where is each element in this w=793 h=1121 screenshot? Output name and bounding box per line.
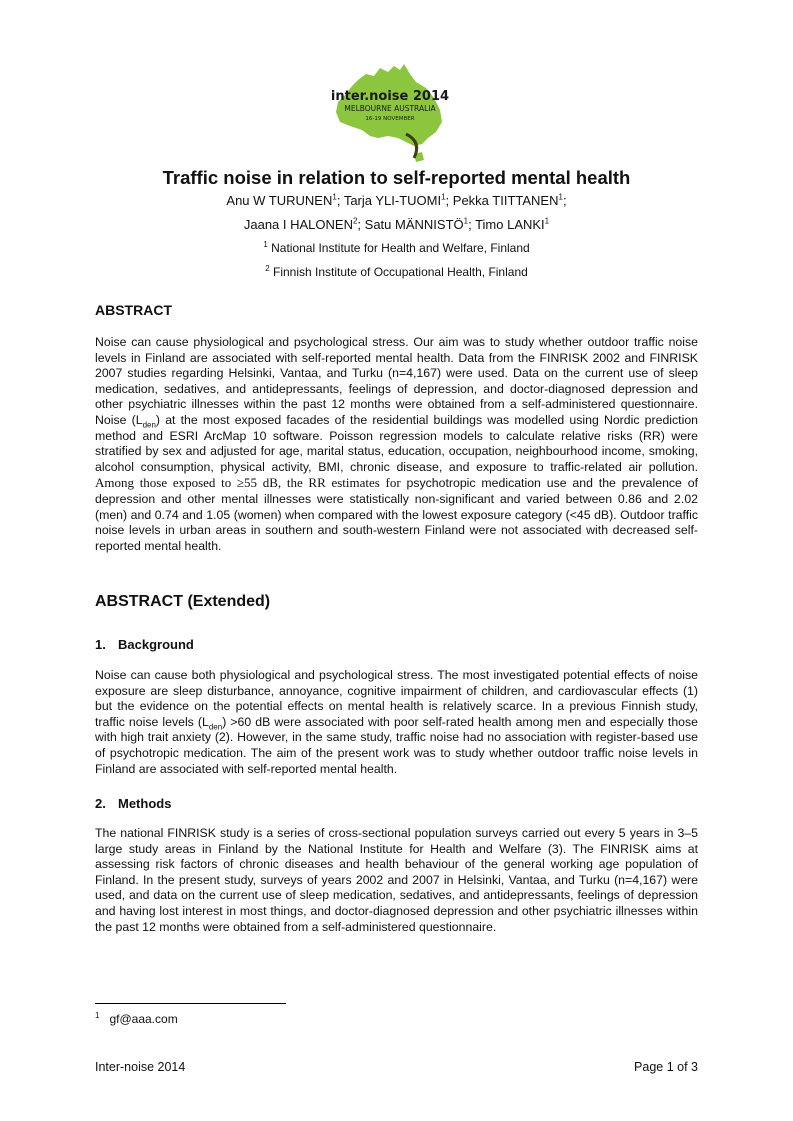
extended-abstract-heading: ABSTRACT (Extended)	[95, 593, 271, 610]
author-name: Satu MÄNNISTÖ	[364, 217, 464, 232]
background-heading: 1. Background	[95, 637, 194, 652]
author-name: Timo LANKI	[475, 217, 545, 232]
author-name: Pekka TIITTANEN	[452, 193, 559, 208]
footnote: $^1$ gf@aaa.com	[95, 1011, 178, 1026]
australia-map-logo	[330, 64, 452, 164]
background-paragraph: Noise can cause both physiological and psychological stress. The most investigated potential effects of noise exposure are sleep disturbance, annoyance, cognitive impairment of children, and cardiovascular effects (1) but the evidence on the potential effects on mental health is relatively scarce. In a previous Finnish study, traffic noise levels $(L_{den}) >60$ dB were associated with poor self-rated health among men and especially those with high trait anxiety (2). However, in the same study, traffic noise had no association with register-based use of psychotropic medication. The aim of the present work was to study whether outdoor traffic noise levels in Finland are associated with self-reported mental health.	[95, 668, 698, 776]
affiliation-1: $^1$ National Institute for Health and Welfare, Finland	[263, 240, 530, 255]
author-affiliation-marker: 1	[558, 192, 563, 202]
logo-line2: MELBOURNE AUSTRALIA	[344, 104, 436, 113]
footer-page-number: Page 1 of 3	[634, 1060, 698, 1074]
paper-title: Traffic noise in relation to self-reported mental health	[162, 167, 631, 188]
author-affiliation-marker: 1	[463, 216, 469, 226]
footnote-divider	[95, 1003, 286, 1004]
authors-line-1: Anu W TURUNEN$^1$; Tarja YLI-TUOMI$^1$; Pekka TIITTANEN$^1$;	[226, 192, 567, 208]
authors-line-2: Jaana I HALONEN$^2$; Satu MÄNNISTÖ$^1$; Timo LANKI$^1$	[243, 216, 550, 232]
author-affiliation-marker: 1	[441, 192, 446, 202]
logo-line3: 16-19 NOVEMBER	[365, 116, 415, 122]
contact-email: gf@aaa.com	[109, 1012, 178, 1026]
author-affiliation-marker: 2	[352, 216, 358, 226]
methods-heading: 2. Methods	[95, 796, 172, 811]
footer-conference: Inter-noise 2014	[95, 1060, 186, 1074]
author-name: Tarja YLI-TUOMI	[343, 193, 442, 208]
author-affiliation-marker: 1	[544, 216, 550, 226]
author-name: Jaana I HALONEN	[243, 217, 353, 232]
affiliation-2: $^2$ Finnish Institute of Occupational Health, Finland	[265, 264, 528, 279]
conference-logo	[330, 64, 452, 164]
methods-paragraph: The national FINRISK study is a series of cross-sectional population surveys carried out every 5 years in 3–5 large study areas in Finland by the National Institute for Health and Welfare (3). The FINRISK aims at assessing risk factors of chronic diseases and health behaviour of the general working age population of Finland. In the present study, surveys of years 2002 and 2007 in Helsinki, Vantaa, and Turku (n=4,167) were used, and data on the current use of sleep medication, sedatives, and antidepressants, feelings of depression and having lost interest in most things, and doctor-diagnosed depression and other psychiatric illnesses within the past 12 months were obtained from a self-administered questionnaire.	[95, 826, 698, 934]
author-affiliation-marker: 1	[332, 192, 337, 202]
logo-line1: inter.noise 2014	[330, 89, 450, 104]
author-name: Anu W TURUNEN	[226, 193, 333, 208]
abstract-heading: ABSTRACT	[95, 302, 172, 318]
abstract-paragraph: Noise can cause physiological and psychological stress. Our aim was to study whether outdoor traffic noise levels in Finland are associated with self-reported mental health. Data from the FINRISK 2002 and FINRISK 2007 studies regarding Helsinki, Vantaa, and Turku (n=4,167) were used. Data on the current use of sleep medication, sedatives, and antidepressants, feelings of depression, and doctor-diagnosed depression and other psychiatric illnesses within the past 12 months were obtained from a self-administered questionnaire. Noise $(L_{den})$ at the most exposed facades of the residential buildings was modelled using Nordic prediction method and ESRI ArcMap 10 software. Poisson regression models to calculate relative risks (RR) were stratified by sex and adjusted for age, marital status, education, occupation, neighbourhood income, smoking, alcohol consumption, physical activity, BMI, chronic disease, and exposure to traffic-related air pollution. Among those exposed to ≥55 dB, the RR estimates for psychotropic medication use and the prevalence of depression and other mental illnesses were statistically non-significant and varied between 0.86 and 2.02 (men) and 0.74 and 1.05 (women) when compared with the lowest exposure category (<45 dB). Outdoor traffic noise levels in urban areas in southern and south-western Finland were not associated with decreased self-reported mental health.	[95, 335, 699, 553]
